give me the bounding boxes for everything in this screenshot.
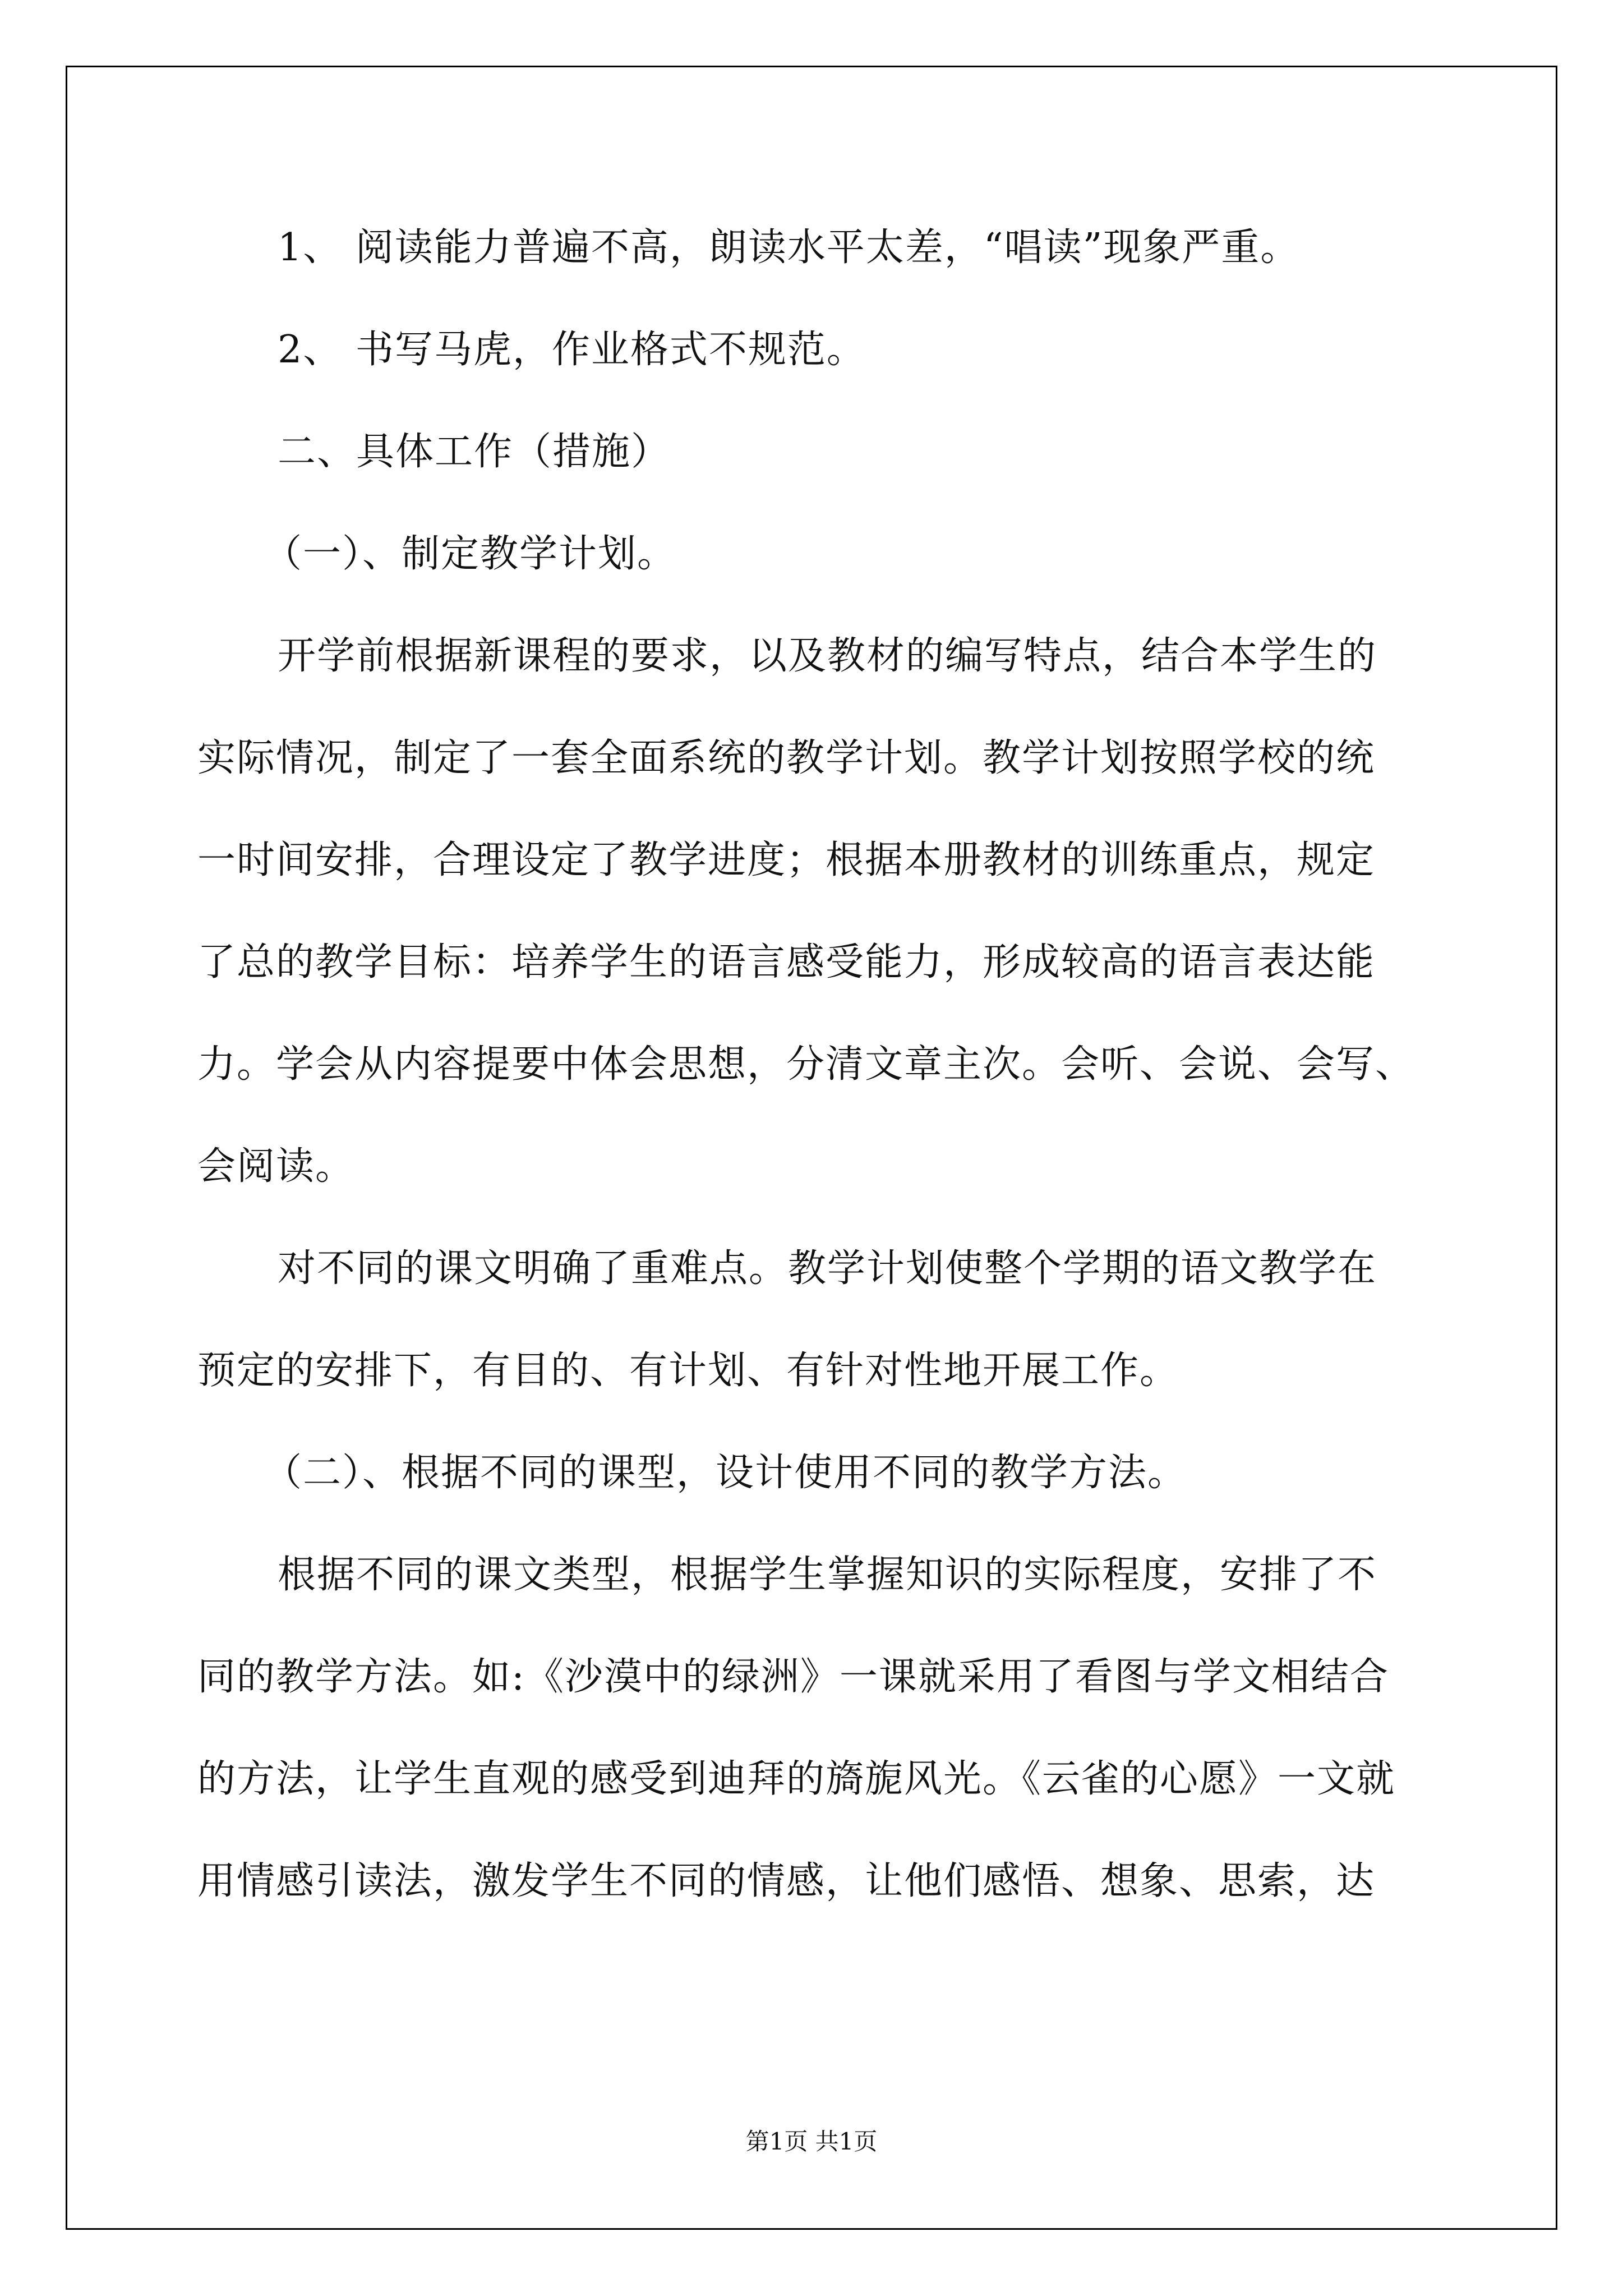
text-line: 1、 阅读能力普遍不高，朗读水平太差，“唱读”现象严重。 [278,226,1300,270]
page-footer: 第1页 共1页 [745,2128,878,2155]
text-line: 对不同的课文明确了重难点。教学计划使整个学期的语文教学在 [278,1246,1377,1291]
text-line: 开学前根据新课程的要求，以及教材的编写特点，结合本学生的 [278,634,1377,678]
text-line: 了总的教学目标：培养学生的语言感受能力，形成较高的语言表达能 [197,940,1376,984]
text-line: 预定的安排下，有目的、有计划、有针对性地开展工作。 [197,1349,1179,1393]
text-line: 同的教学方法。如:《沙漠中的绿洲》一课就采用了看图与学文相结合 [197,1655,1389,1699]
subsection-heading: （一）、制定教学计划。 [264,532,677,576]
text-line: 实际情况，制定了一套全面系统的教学计划。教学计划按照学校的统 [197,736,1376,780]
text-line: 会阅读。 [197,1144,355,1189]
subsection-heading: （二）、根据不同的课型，设计使用不同的教学方法。 [264,1451,1187,1495]
text-line: 根据不同的课文类型，根据学生掌握知识的实际程度，安排了不 [278,1553,1377,1597]
text-line: 2、 书写马虎，作业格式不规范。 [278,328,866,372]
text-line: 的方法，让学生直观的感受到迪拜的旖旎风光。《云雀的心愿》一文就 [197,1757,1396,1801]
section-heading: 二、具体工作（措施） [278,430,671,474]
text-line: 力。学会从内容提要中体会思想，分清文章主次。会听、会说、会写、 [197,1042,1415,1087]
text-line: 用情感引读法，激发学生不同的情感，让他们感悟、想象、思索，达 [197,1859,1376,1903]
text-line: 一时间安排，合理设定了教学进度；根据本册教材的训练重点，规定 [197,838,1376,882]
